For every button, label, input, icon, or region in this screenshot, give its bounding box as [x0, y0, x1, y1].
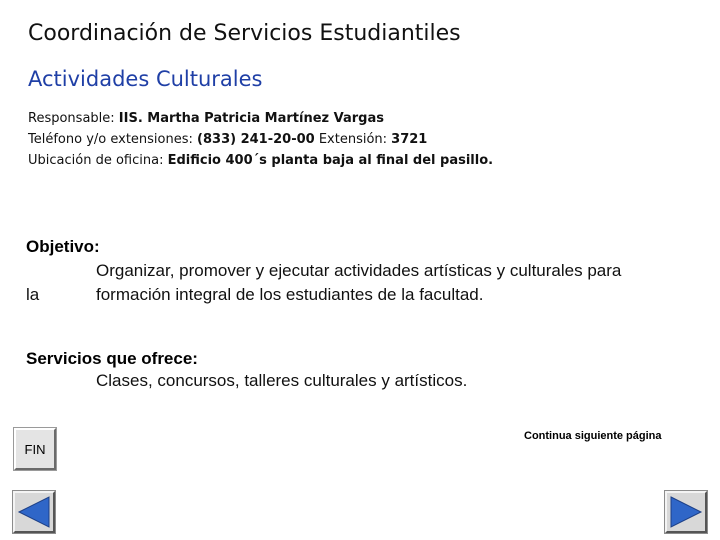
- continua-link[interactable]: Continua siguiente página: [524, 430, 662, 442]
- objetivo-text-line-2: formación integral de los estudiantes de la facultad.: [96, 285, 484, 304]
- telefono-line: [28, 130, 427, 150]
- ubicacion-line: [28, 151, 493, 171]
- ubicacion-label: Ubicación de oficina:: [28, 153, 164, 168]
- responsable-value: IIS. Martha Patricia Martínez Vargas: [118, 111, 384, 126]
- responsable-label: Responsable:: [28, 111, 115, 126]
- telefono-label: Teléfono y/o extensiones:: [28, 132, 193, 147]
- telefono-value: (833) 241-20-00: [197, 132, 315, 147]
- objetivo-heading: Objetivo:: [26, 237, 100, 256]
- left-arrow-icon: [15, 493, 53, 531]
- objetivo-text-line-1: Organizar, promover y ejecutar actividades artísticas y culturales para: [96, 261, 622, 280]
- servicios-text: Clases, concursos, talleres culturales y artísticos.: [96, 371, 468, 390]
- servicios-heading: Servicios que ofrece:: [26, 349, 198, 368]
- previous-page-button[interactable]: [13, 491, 55, 533]
- extension-value: 3721: [391, 132, 428, 147]
- objetivo-text-prefix: la: [26, 285, 40, 304]
- extension-label: Extensión:: [318, 132, 388, 147]
- responsable-line: [28, 109, 384, 129]
- right-arrow-icon: [667, 493, 705, 531]
- page-title: Coordinación de Servicios Estudiantiles: [28, 21, 461, 46]
- fin-button-label: FIN: [24, 441, 46, 457]
- ubicacion-value: Edificio 400´s planta baja al final del pasillo.: [167, 153, 494, 168]
- fin-button[interactable]: [14, 428, 56, 470]
- page-subtitle: Actividades Culturales: [28, 67, 263, 91]
- next-page-button[interactable]: [665, 491, 707, 533]
